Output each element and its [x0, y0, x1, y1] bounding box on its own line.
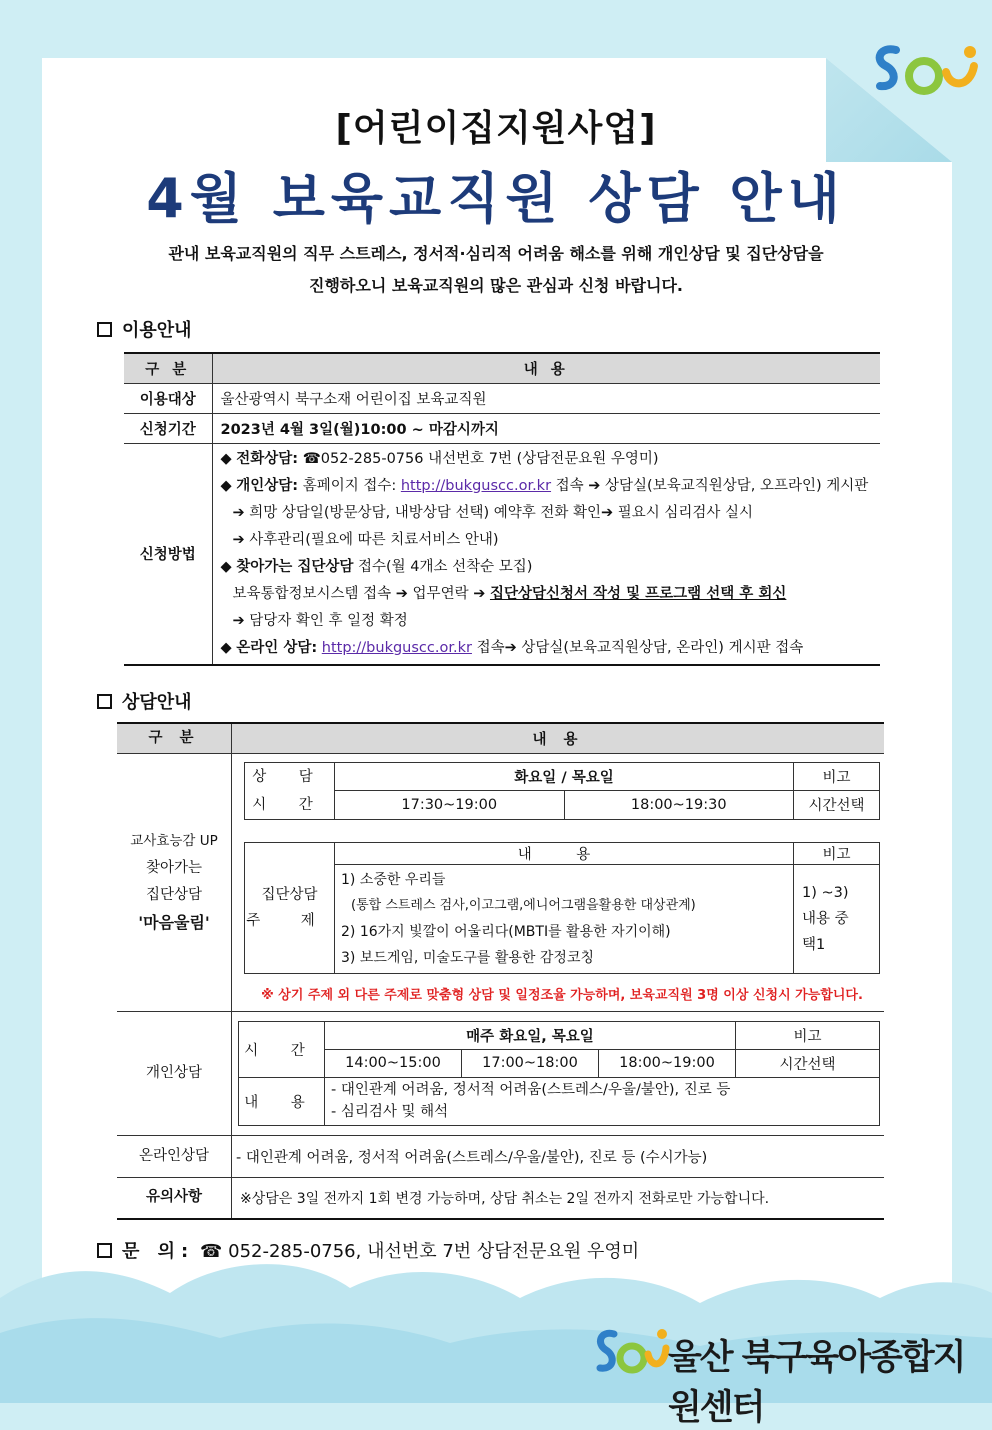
personal-slot-1: 14:00~15:00 [325, 1049, 462, 1077]
contact-label: 문 의: [122, 1241, 195, 1262]
method-personal: ◆ 개인상담: 홈페이지 접수: http://bukguscc.or.kr 접속 ➔ 상담실(보육교직원상담, 오프라인) 게시판 [220, 477, 869, 494]
personal-counsel-content [232, 1011, 885, 1135]
method-group-line2: 보육통합정보시스템 접속 ➔ 업무연락 ➔ 집단상담신청서 작성 및 프로그램 선택 후 회신 [232, 585, 787, 602]
personal-slot-3: 18:00~19:00 [599, 1049, 736, 1077]
usage-heading-label: 이용안내 [122, 320, 192, 341]
contact-line [97, 1237, 639, 1263]
method-online: ◆ 온라인 상담: http://bukguscc.or.kr 접속➔ 상담실(보육교직원상담, 온라인) 게시판 접속 [220, 639, 804, 656]
group-counsel-content [232, 753, 885, 1011]
counsel-section-heading [97, 688, 192, 714]
intro-text [60, 238, 932, 302]
method-phone: ◆ 전화상담: ☎052-285-0756 내선번호 7번 (상담전문요원 우영미) [220, 450, 659, 467]
group-note: ※ 상기 주제 외 다른 주제로 맞춤형 상담 및 일정조율 가능하며, 보육교직원 3명 이상 신청시 가능합니다. [261, 987, 863, 1003]
personal-slot-2: 17:00~18:00 [462, 1049, 599, 1077]
counsel-heading-label: 상담안내 [122, 692, 192, 713]
group-days: 화요일 / 목요일 [335, 762, 794, 791]
personal-table [238, 1021, 880, 1126]
period-label: 신청기간 [124, 413, 212, 443]
caution-label: 유의사항 [117, 1177, 232, 1219]
method-personal-line3: ➔ 사후관리(필요에 따른 치료서비스 안내) [232, 531, 499, 548]
group-time-label: 상 담 시 간 [245, 762, 335, 819]
group-topic-table [244, 842, 880, 974]
caution-value: ※상담은 3일 전까지 1회 변경 가능하며, 상담 취소는 2일 전까지 전화로만 가능합니다. [232, 1177, 885, 1219]
method-content [212, 443, 880, 665]
method-group-line3: ➔ 담당자 확인 후 일정 확정 [232, 612, 408, 629]
personal-time-label: 시 간 [239, 1021, 325, 1077]
group-remark-header: 비고 [794, 762, 880, 791]
method-personal-line2: ➔ 희망 상담일(방문상담, 내방상담 선택) 예약후 전화 확인➔ 필요시 심리검사 실시 [232, 504, 754, 521]
homepage-link[interactable]: http://bukguscc.or.kr [400, 477, 552, 494]
method-label: 신청방법 [124, 443, 212, 665]
group-topic-header: 내 용 [335, 842, 794, 864]
usage-table [124, 352, 880, 666]
checkbox-icon [97, 1243, 112, 1258]
group-topic-remark-header: 비고 [794, 842, 880, 864]
counsel-table [117, 722, 884, 1220]
method-group: ◆ 찾아가는 집단상담 접수(월 4개소 선착순 모집) [220, 558, 533, 575]
personal-content: - 대인관계 어려움, 정서적 어려움(스트레스/우울/불안), 진로 등 - 심리검사 및 해석 [325, 1077, 880, 1125]
program-title: [어린이집지원사업] [335, 108, 657, 149]
personal-counsel-label: 개인상담 [117, 1011, 232, 1135]
target-label: 이용대상 [124, 383, 212, 413]
counsel-col-content: 내 용 [232, 723, 885, 753]
group-remark-value: 시간선택 [794, 791, 880, 820]
online-link[interactable]: http://bukguscc.or.kr [321, 639, 472, 656]
checkbox-icon [97, 694, 112, 709]
usage-col-content: 내 용 [212, 353, 880, 383]
personal-remark-header: 비고 [736, 1021, 880, 1049]
group-topic-label: 집단상담 주 제 [245, 842, 335, 973]
usage-col-category: 구 분 [124, 353, 212, 383]
group-topic-remark: 1) ~3) 내용 중 택1 [794, 864, 880, 973]
center-name: 울산 북구육아종합지원센터 [668, 1338, 965, 1428]
online-counsel-label: 온라인상담 [117, 1135, 232, 1177]
center-logo-icon [866, 36, 986, 102]
main-title: 4월 보육교직원 상담 안내 [146, 167, 846, 230]
personal-content-label: 내 용 [239, 1077, 325, 1125]
group-slot-2: 18:00~19:30 [564, 791, 794, 820]
online-counsel-value: - 대인관계 어려움, 정서적 어려움(스트레스/우울/불안), 진로 등 (수시가능) [232, 1135, 885, 1177]
checkbox-icon [97, 322, 112, 337]
usage-section-heading [97, 316, 192, 342]
personal-remark-value: 시간선택 [736, 1049, 880, 1077]
personal-days: 매주 화요일, 목요일 [325, 1021, 736, 1049]
group-time-table [244, 762, 880, 820]
group-slot-1: 17:30~19:00 [335, 791, 565, 820]
group-counsel-label: 교사효능감 UP 찾아가는 집단상담 '마음울림' [117, 753, 232, 1011]
contact-value: ☎ 052-285-0756, 내선번호 7번 상담전문요원 우영미 [199, 1241, 640, 1262]
footer-logo-icon [592, 1322, 670, 1382]
intro-line-1: 관내 보육교직원의 직무 스트레스, 정서적·심리적 어려움 해소를 위해 개인상담 및 집단상담을 [168, 244, 824, 263]
counsel-col-category: 구 분 [117, 723, 232, 753]
target-value: 울산광역시 북구소재 어린이집 보육교직원 [212, 383, 880, 413]
intro-line-2: 진행하오니 보육교직원의 많은 관심과 신청 바랍니다. [309, 276, 683, 295]
group-topic-list: 1) 소중한 우리들 (통합 스트레스 검사,이고그램,에니어그램을활용한 대상관계) 2) 16가지 빛깔이 어울리다(MBTI를 활용한 자기이해) 3) 보드게임, 미술도구를 활용한 감정코칭 [335, 864, 794, 973]
period-value: 2023년 4월 3일(월)10:00 ~ 마감시까지 [212, 413, 880, 443]
